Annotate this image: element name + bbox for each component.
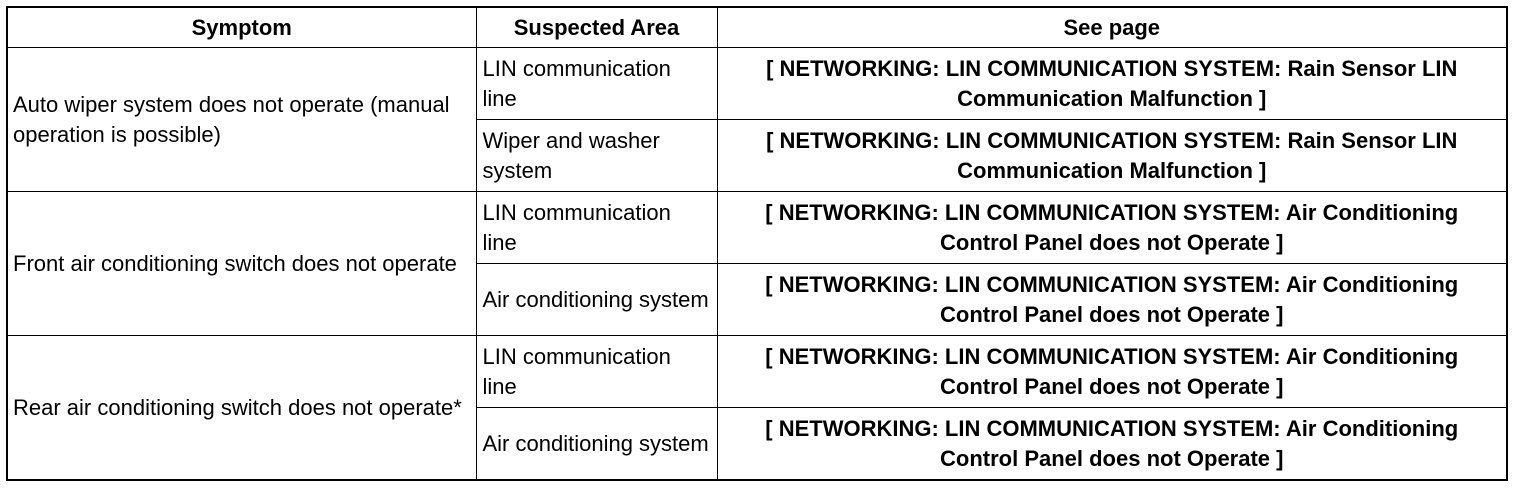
see-page-link[interactable]: [ NETWORKING: LIN COMMUNICATION SYSTEM: Air Conditioning Control Panel does not Operate ] — [717, 408, 1507, 481]
see-page-link[interactable]: [ NETWORKING: LIN COMMUNICATION SYSTEM: Air Conditioning Control Panel does not Operate ] — [717, 264, 1507, 336]
suspected-area-cell: Wiper and washer system — [476, 120, 717, 192]
table-row — [7, 48, 1507, 120]
symptom-table — [6, 6, 1508, 481]
header-see-page: See page — [717, 7, 1507, 48]
suspected-area-cell: LIN communication line — [476, 336, 717, 408]
header-row — [7, 7, 1507, 48]
symptom-cell: Front air conditioning switch does not operate — [7, 192, 476, 336]
suspected-area-cell: LIN communication line — [476, 48, 717, 120]
see-page-link[interactable]: [ NETWORKING: LIN COMMUNICATION SYSTEM: Air Conditioning Control Panel does not Operate ] — [717, 336, 1507, 408]
see-page-link[interactable]: [ NETWORKING: LIN COMMUNICATION SYSTEM: Rain Sensor LIN Communication Malfunction ] — [717, 120, 1507, 192]
see-page-link[interactable]: [ NETWORKING: LIN COMMUNICATION SYSTEM: Air Conditioning Control Panel does not Operate ] — [717, 192, 1507, 264]
see-page-link[interactable]: [ NETWORKING: LIN COMMUNICATION SYSTEM: Rain Sensor LIN Communication Malfunction ] — [717, 48, 1507, 120]
symptom-cell: Rear air conditioning switch does not operate* — [7, 336, 476, 481]
suspected-area-cell: LIN communication line — [476, 192, 717, 264]
header-symptom: Symptom — [7, 7, 476, 48]
table-row — [7, 192, 1507, 264]
suspected-area-cell: Air conditioning system — [476, 408, 717, 481]
table-row — [7, 336, 1507, 408]
suspected-area-cell: Air conditioning system — [476, 264, 717, 336]
header-suspected-area: Suspected Area — [476, 7, 717, 48]
symptom-cell: Auto wiper system does not operate (manual operation is possible) — [7, 48, 476, 192]
